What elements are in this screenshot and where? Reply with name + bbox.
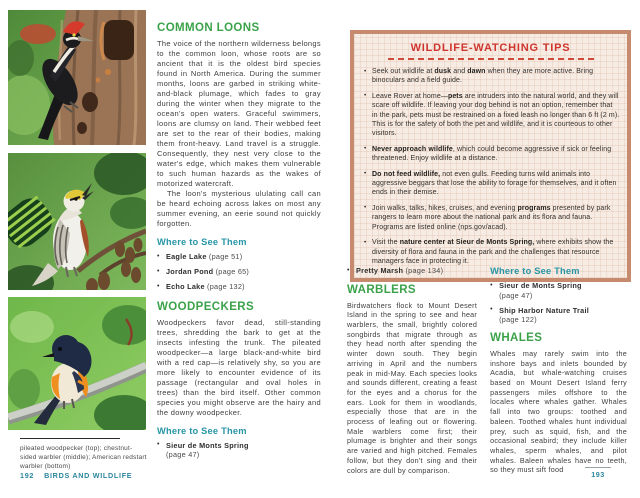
place-item: • Ship Harbor Nature Trail (page 122) [490,306,602,325]
section-heading-warblers: WARBLERS [347,283,417,296]
left-page-number: 192 [20,471,35,480]
where-heading-loons: Where to See Them [157,237,247,247]
tip-item: • Leave Rover at home—pets are intruders into the natural world, and they will scare off wildlife. If leaving your dog behind is not an option, remember that in the park, pets must be restrained on a fixed leash no longer than 6 ft (2 m). This is for the safety of both the pet and wildlife, and it is courteous to other visitors. [363,92,620,139]
tips-box-title: WILDLIFE-WATCHING TIPS [410,42,571,54]
see-them-list-loons [157,252,321,292]
tip-item: • Visit the nature center at Sieur de Monts Spring, where exhibits show the diversity of flora and fauna in the park and the challenges that resource managers face in protecting it. [363,238,620,266]
chestnut-sided-warbler-illustration [8,153,146,290]
place-item: • Echo Lake (page 132) [157,282,321,292]
place-item: • Jordan Pond (page 65) [157,267,321,277]
pileated-woodpecker-photo [8,10,146,145]
section-heading-woodpeckers: WOODPECKERS [157,300,255,313]
loons-paragraph-2: The loon's mysterious ululating call can be heard echoing across lakes on most any summer evening, an eerie sound not quickly forgotten. [157,189,321,228]
see-them-list-warblers [490,281,602,325]
tip-item: • Seek out wildlife at dusk and dawn when they are more active. Bring binoculars and a field guide. [363,67,620,86]
place-item: • Pretty Marsh (page 134) [347,266,477,276]
right-page-right-column [490,266,627,475]
tips-list [359,67,622,266]
chestnut-sided-warbler-photo [8,153,146,290]
place-item: • Eagle Lake (page 51) [157,252,321,262]
right-page-left-column [347,266,477,475]
place-item: • Sieur de Monts Spring (page 47) [490,281,602,300]
loons-paragraph-1: The voice of the northern wilderness belongs to the common loon, whose roots are so ancient that it is the oldest bird species found in North America. During the summer months, loons are garbed in striking white-and-black plumage, which fades to gray during the winter when they migrate to the ocean's open waters. Graceful swimmers, loons are clumsy on land. Their webbed feet are set to the rear of their bodies, making them front-heavy. Land travel is a struggle. Consequently, they nest very close to the water's edge, which makes them vulnerable to such human hazards as the wakes of motorized watercraft. [157,39,321,188]
american-redstart-photo [8,297,146,430]
left-page-footer [20,471,132,480]
where-heading-warblers: Where to See Them [490,266,580,276]
see-them-list-woodpeckers [157,441,269,460]
warblers-paragraph: Birdwatchers flock to Mount Desert Island in the spring to see and hear warblers, the small, brightly colored songbirds that migrate through as they head north after spending the winter down south. They begin arriving in April and the numbers peak in mid-May. Each species looks and sounds different, creating a feast for the eyes and a chorus for the ears. Look for them in woodlands, especially those that are in the process of leafing out or flowering. Male warblers come first; their plumage is brighter and their songs are varied and high pitched. Females follow, but they don't sing and their colors are dull by comparison. [347,300,478,475]
tip-item: • Do not feed wildlife, not even gulls. Feeding turns wild animals into aggressive beggars that lose the ability to forage for themselves, and it often ends in their demise. [363,170,620,198]
wildlife-watching-tips-box [350,30,631,282]
pileated-woodpecker-illustration [8,10,146,145]
american-redstart-illustration [8,297,146,430]
caption-divider [20,438,120,439]
photo-caption: pileated woodpecker (top); chestnut-sided warbler (middle); American redstart warbler (bottom) [20,445,147,470]
section-heading-common-loons: COMMON LOONS [157,22,260,34]
tip-item: • Join walks, talks, hikes, cruises, and evening programs presented by park rangers to learn more about the national park and its flora and fauna. Programs are listed online (nps.gov/acad). [363,204,620,232]
left-page-photo-column [8,10,146,471]
woodpeckers-paragraph: Woodpeckers favor dead, still-standing trees, shredding the bark to get at the insects infesting the trunk. The pileated woodpecker—a large black-and-white bird with a red cap—is relatively shy, so you are more likely to encounter evidence of its passage (rectangular and oval holes in trees) than the bird itself. Other common species you might observe are the hairy and the downy woodpecker. [157,317,321,417]
right-page-footer [585,467,611,479]
where-heading-woodpeckers: Where to See Them [157,425,247,436]
right-page-columns [347,266,627,475]
tips-title-dashed-rule [388,58,594,60]
footer-rule [585,467,611,468]
place-item: • Sieur de Monts Spring (page 47) [157,441,269,460]
left-footer-section-title: BIRDS AND WILDLIFE [44,471,133,480]
left-page-text-column [157,22,321,465]
right-page-number: 193 [591,470,605,479]
see-them-list-continued [347,266,477,276]
tip-item: • Never approach wildlife, which could become aggressive if sick or feeling threatened. Enjoy wildlife at a distance. [363,145,620,164]
whales-paragraph: Whales may rarely swim into the inshore bays and inlets bounded by Acadia, but whale-watching cruises based on Mount Desert Island ferry passengers miles offshore to the locales where whales gather. Whales fall into two groups: toothed and baleen. Toothed whales hunt individual prey, such as squid, fish, and the occasional seabird; they include killer whales, sperm whales, and pilot whales. Baleen whales have no teeth, so they must sift food [490,348,627,475]
section-heading-whales: WHALES [490,331,543,344]
